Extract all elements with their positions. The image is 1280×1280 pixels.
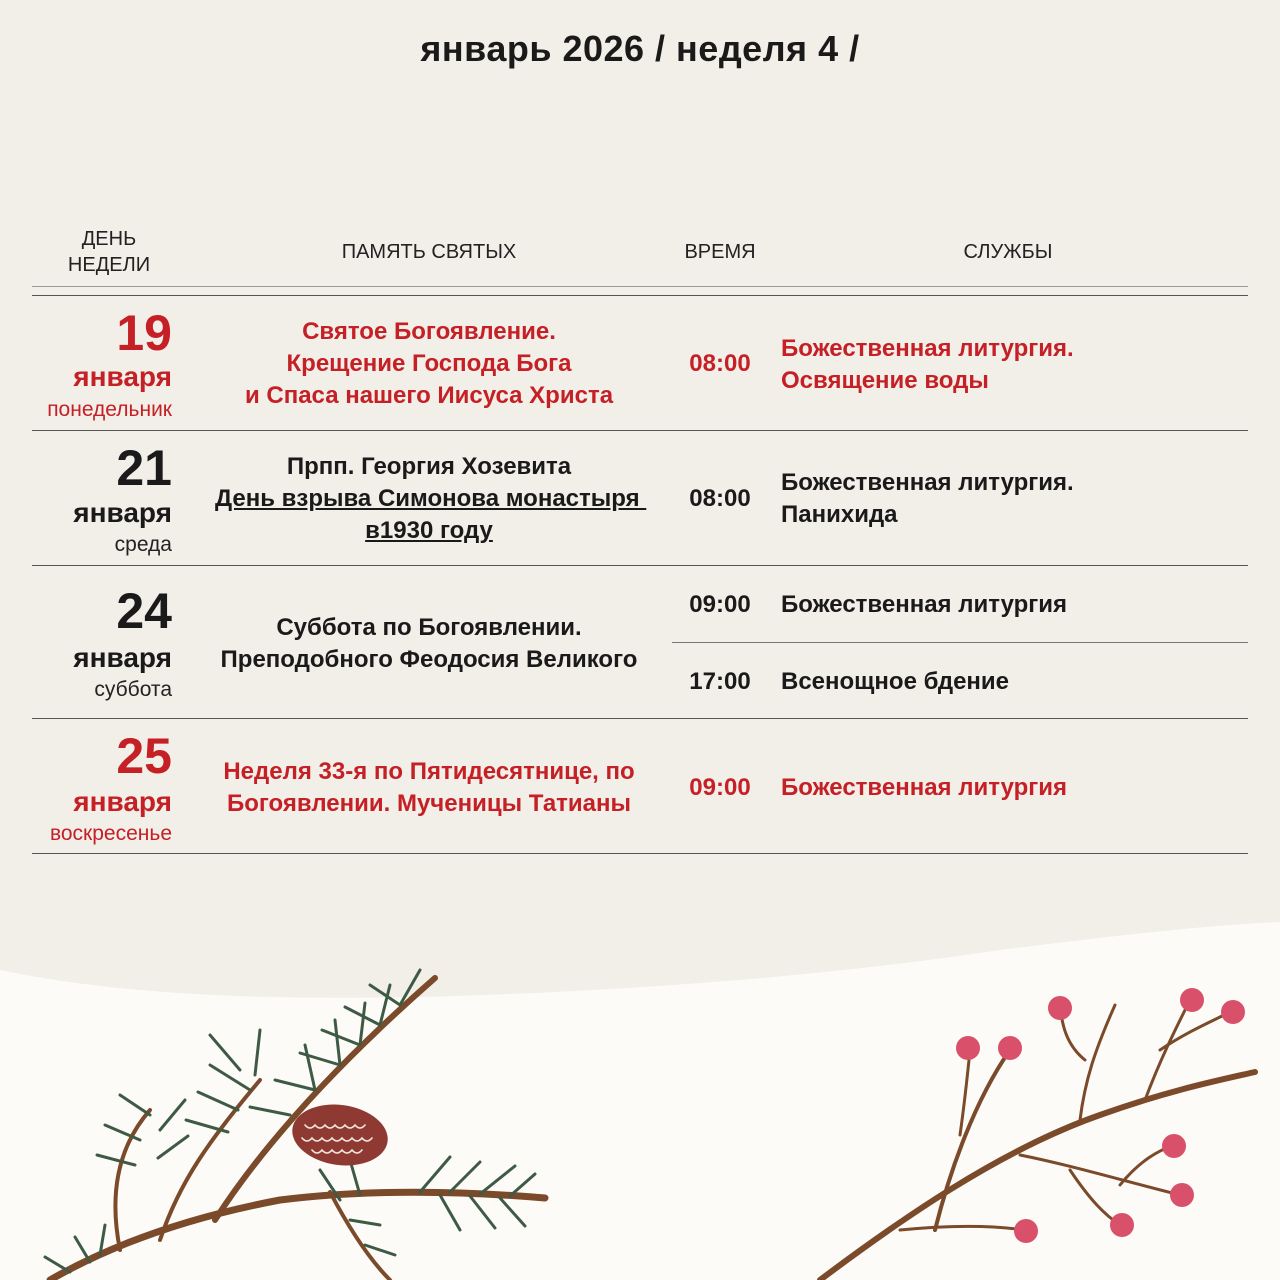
date-weekday: понедельник (47, 398, 172, 421)
header-services: СЛУЖБЫ (963, 241, 1053, 263)
service-line: Освящение воды (781, 367, 989, 394)
saints-line: Святое Богоявление. (302, 318, 556, 345)
header-saints: ПАМЯТЬ СВЯТЫХ (341, 241, 517, 263)
service-name: Божественная литургия (781, 591, 1068, 618)
saints-cell (215, 612, 643, 676)
row-divider (32, 430, 1248, 431)
header-day (40, 226, 178, 278)
service-name (781, 333, 1074, 397)
saints-line: Неделя 33-я по Пятидесятнице, по (223, 758, 635, 785)
saints-line: Преподобного Феодосия Великого (220, 646, 638, 673)
service-time: 09:00 (689, 591, 751, 618)
date-weekday: суббота (94, 678, 172, 701)
header-time: ВРЕМЯ (684, 241, 756, 263)
saints-line: Суббота по Богоявлении. (276, 614, 582, 641)
date-cell-19 (32, 296, 172, 430)
date-month: января (73, 361, 172, 392)
date-cell-25 (32, 719, 172, 853)
header-day-line1: ДЕНЬ (81, 228, 137, 250)
date-day: 21 (116, 440, 172, 496)
saints-cell (215, 451, 647, 547)
saints-cell (215, 756, 643, 820)
service-time: 09:00 (689, 774, 751, 801)
saints-line: Прпп. Георгия Хозевита (286, 453, 572, 480)
service-line: Панихида (781, 501, 898, 528)
date-day: 19 (116, 305, 172, 361)
date-weekday: среда (114, 533, 172, 556)
date-month: января (73, 786, 172, 817)
page-title: январь 2026 / неделя 4 / (420, 28, 860, 69)
service-time: 08:00 (689, 485, 751, 512)
saints-cell (215, 316, 643, 412)
service-divider (672, 642, 1248, 643)
saints-line-link[interactable]: День взрыва Симонова монастыря (215, 485, 647, 512)
service-time: 17:00 (689, 668, 751, 695)
saints-line-link[interactable]: в1930 году (365, 517, 493, 544)
saints-line: Крещение Господа Бога (286, 350, 572, 377)
service-time: 08:00 (689, 350, 751, 377)
row-divider (32, 853, 1248, 854)
date-weekday: воскресенье (49, 822, 172, 845)
date-month: января (73, 642, 172, 673)
service-name: Божественная литургия (781, 774, 1068, 801)
date-cell-24 (32, 566, 172, 718)
saints-line: и Спаса нашего Иисуса Христа (244, 382, 614, 409)
header-divider (32, 295, 1248, 296)
service-name (781, 467, 1074, 531)
row-divider (32, 565, 1248, 566)
date-cell-21 (32, 431, 172, 565)
row-divider (32, 718, 1248, 719)
winter-decoration (0, 900, 1280, 1280)
header-divider-thin (32, 286, 1248, 287)
saints-line: Богоявлении. Мученицы Татианы (226, 790, 632, 817)
date-day: 24 (116, 583, 172, 639)
date-day: 25 (116, 728, 172, 784)
date-month: января (73, 497, 172, 528)
service-line: Божественная литургия. (781, 335, 1074, 362)
service-name: Всенощное бдение (781, 668, 1010, 695)
header-day-line2: НЕДЕЛИ (67, 254, 151, 276)
service-line: Божественная литургия. (781, 469, 1074, 496)
